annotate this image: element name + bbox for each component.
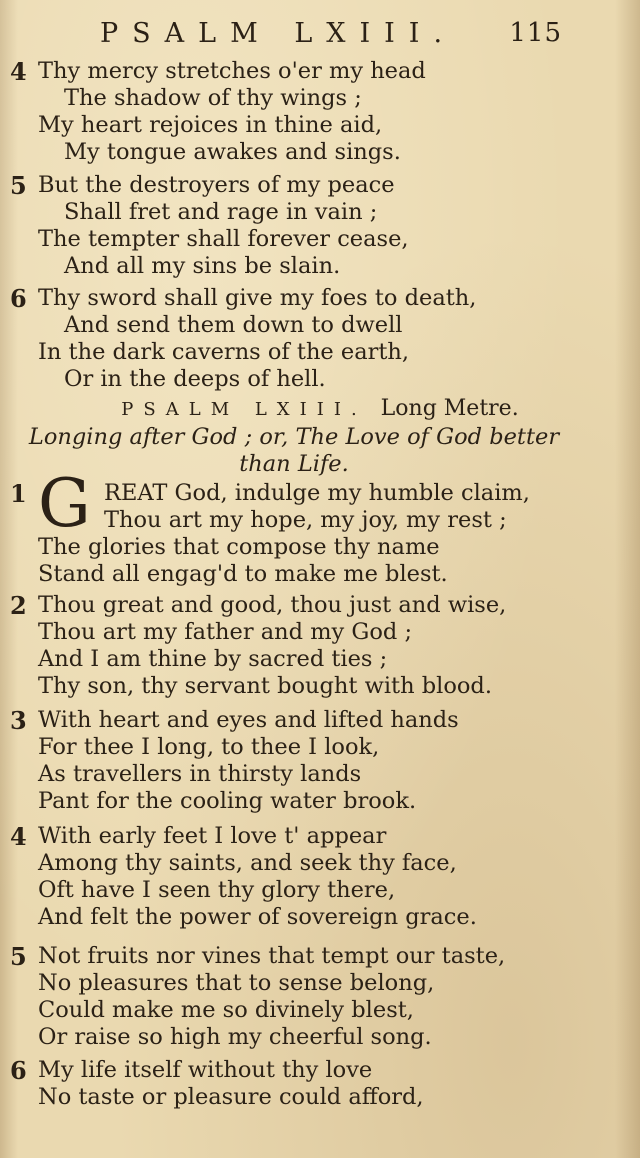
verse-line: And I am thine by sacred ties ; — [38, 646, 388, 672]
verse-line: The glories that compose thy name — [38, 534, 440, 560]
stanza-number: 3 — [10, 706, 27, 735]
verse-line: Thou great and good, thou just and wise, — [38, 592, 507, 618]
verse-line: Pant for the cooling water brook. — [38, 788, 417, 814]
verse-line: My tongue awakes and sings. — [64, 139, 401, 165]
verse-line: Could make me so divinely blest, — [38, 997, 414, 1023]
verse-line: Oft have I seen thy glory there, — [38, 877, 396, 903]
section-subtitle — [14, 424, 574, 478]
verse-line: Or in the deeps of hell. — [64, 366, 326, 392]
verse-line: Stand all engag'd to make me blest. — [38, 561, 448, 587]
verse-line: And all my sins be slain. — [64, 253, 341, 279]
verse-line: REAT God, indulge my humble claim, — [104, 480, 530, 506]
verse-line: My heart rejoices in thine aid, — [38, 112, 383, 138]
verse-line: Thy son, thy servant bought with blood. — [38, 673, 492, 699]
stanza-number: 1 — [10, 479, 27, 508]
verse-line: But the destroyers of my peace — [38, 172, 395, 198]
verse-line: With heart and eyes and lifted hands — [38, 707, 459, 733]
stanza-number: 6 — [10, 284, 27, 313]
page-number: 115 — [509, 18, 562, 48]
verse-line: Or raise so high my cheerful song. — [38, 1024, 432, 1050]
verse-line: Shall fret and rage in vain ; — [64, 199, 378, 225]
verse-line: For thee I long, to thee I look, — [38, 734, 380, 760]
verse-line: Thy sword shall give my foes to death, — [38, 285, 477, 311]
stanza-number: 4 — [10, 57, 27, 86]
psalm-heading: PSALM LXIII. — [121, 399, 367, 420]
verse-line: No pleasures that to sense belong, — [38, 970, 435, 996]
metre-label: Long Metre. — [380, 396, 519, 421]
page-header — [100, 18, 620, 52]
verse-line: No taste or pleasure could afford, — [38, 1084, 424, 1110]
verse-line: And send them down to dwell — [64, 312, 403, 338]
verse-line: With early feet I love t' appear — [38, 823, 387, 849]
verse-line: And felt the power of sovereign grace. — [38, 904, 477, 930]
verse-line: Among thy saints, and seek thy face, — [38, 850, 457, 876]
running-title: PSALM LXIII. — [100, 18, 457, 49]
stanza-number: 5 — [10, 942, 27, 971]
stanza-number: 6 — [10, 1056, 27, 1085]
subtitle-line: Longing after God ; or, The Love of God better — [28, 424, 560, 450]
verse-line: Not fruits nor vines that tempt our taste, — [38, 943, 506, 969]
stanza-number: 2 — [10, 591, 27, 620]
section-heading — [0, 396, 640, 421]
verse-line: Thy mercy stretches o'er my head — [38, 58, 426, 84]
verse-line: Thou art my father and my God ; — [38, 619, 413, 645]
verse-line: The tempter shall forever cease, — [38, 226, 409, 252]
verse-line: Thou art my hope, my joy, my rest ; — [104, 507, 507, 533]
stanza-number: 5 — [10, 171, 27, 200]
verse-line: The shadow of thy wings ; — [64, 85, 362, 111]
drop-cap: G — [38, 465, 91, 542]
verse-line: As travellers in thirsty lands — [38, 761, 362, 787]
stanza-number: 4 — [10, 822, 27, 851]
verse-line: In the dark caverns of the earth, — [38, 339, 410, 365]
verse-line: My life itself without thy love — [38, 1057, 373, 1083]
subtitle-line: than Life. — [239, 451, 349, 477]
